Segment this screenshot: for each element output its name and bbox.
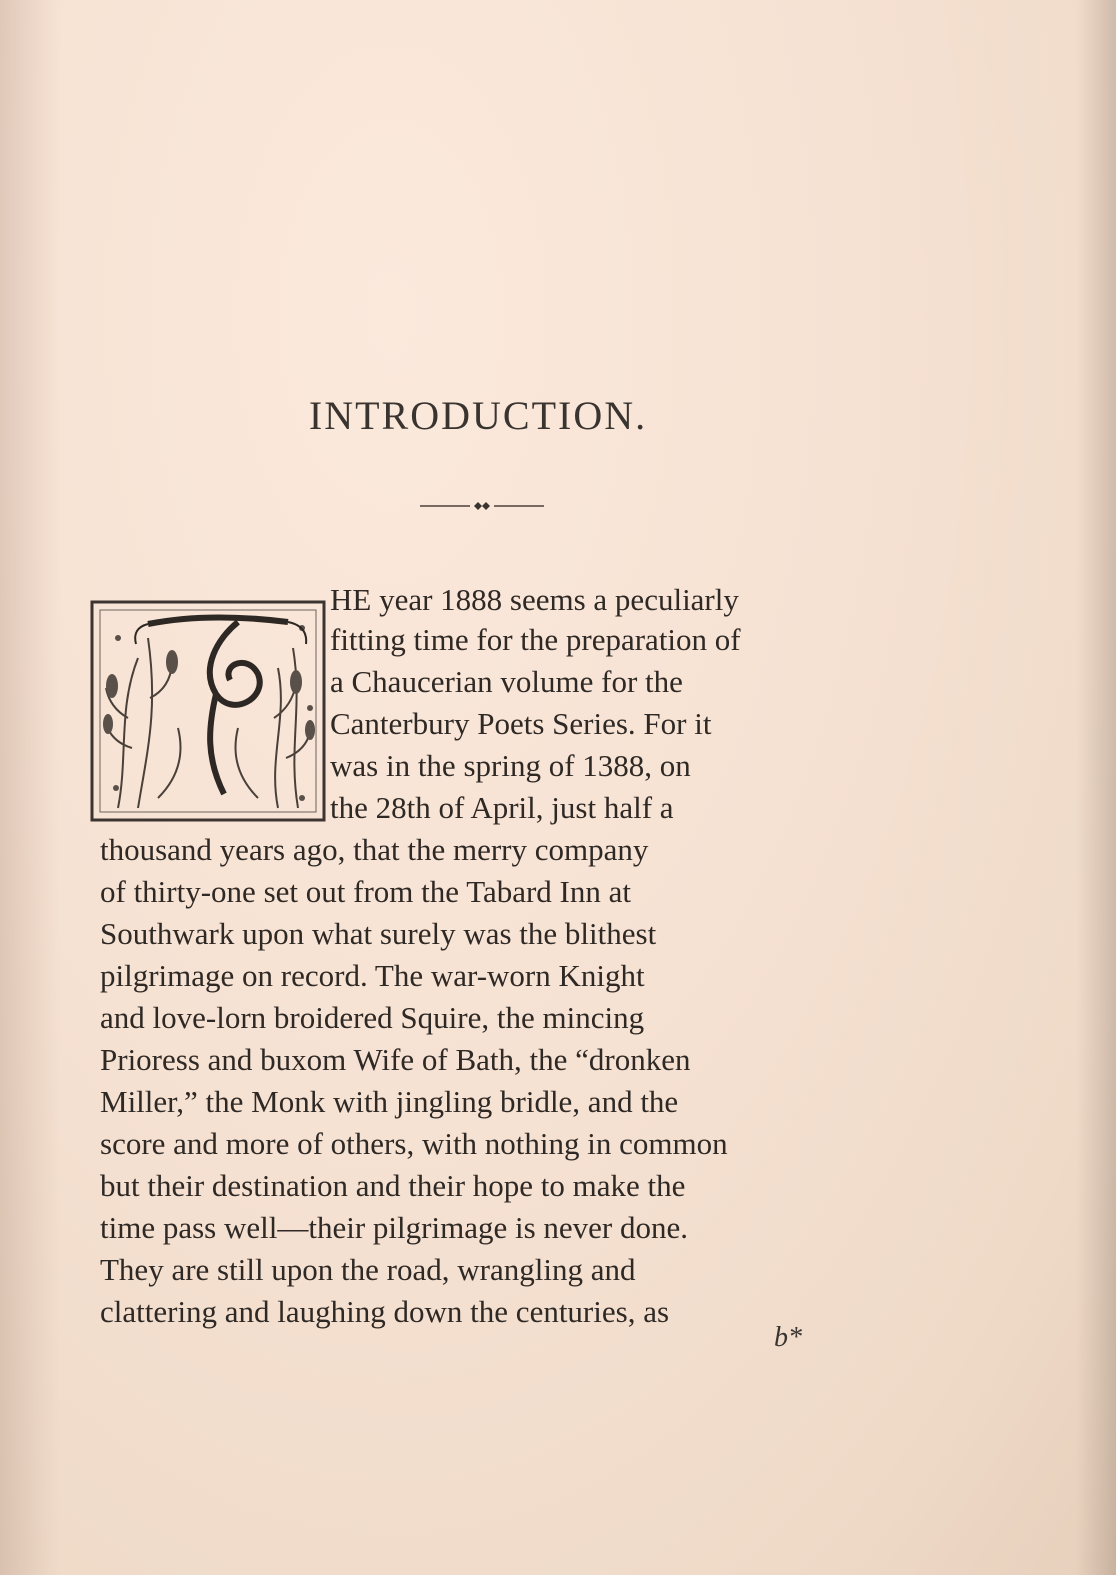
text-line: Miller,” the Monk with jingling bridle, and the (100, 1084, 679, 1119)
text-line: of thirty-one set out from the Tabard Inn at (100, 874, 631, 909)
text-line: the 28th of April, just half a (330, 790, 674, 825)
text-line: pilgrimage on record. The war-worn Knight (100, 958, 645, 993)
text-line: thousand years ago, that the merry company (100, 832, 649, 867)
text-line: and love-lorn broidered Squire, the mincing (100, 1000, 645, 1035)
decorated-initial-illustration (88, 598, 332, 824)
text-line: They are still upon the road, wrangling and (100, 1252, 636, 1287)
page-gutter-shadow (0, 0, 60, 1575)
signature-mark: b* (774, 1322, 802, 1353)
text-line: but their destination and their hope to make the (100, 1168, 686, 1203)
text-line: was in the spring of 1388, on (330, 748, 691, 783)
text-line: fitting time for the preparation of (330, 622, 741, 657)
text-line: time pass well—their pilgrimage is never done. (100, 1210, 688, 1245)
chapter-title: INTRODUCTION. (308, 393, 648, 438)
text-line: Prioress and buxom Wife of Bath, the “dronken (100, 1042, 691, 1077)
text-line: Canterbury Poets Series. For it (330, 706, 712, 741)
text-line: clattering and laughing down the centuries, as (100, 1294, 670, 1329)
text-line: HE year 1888 seems a peculiarly (330, 582, 739, 617)
decorated-initial (88, 598, 332, 824)
text-line: a Chaucerian volume for the (330, 664, 683, 699)
title-ornament (418, 496, 546, 516)
text-line: Southwark upon what surely was the blithest (100, 916, 657, 951)
text-line: score and more of others, with nothing in common (100, 1126, 728, 1161)
page-edge-shadow (1076, 0, 1116, 1575)
